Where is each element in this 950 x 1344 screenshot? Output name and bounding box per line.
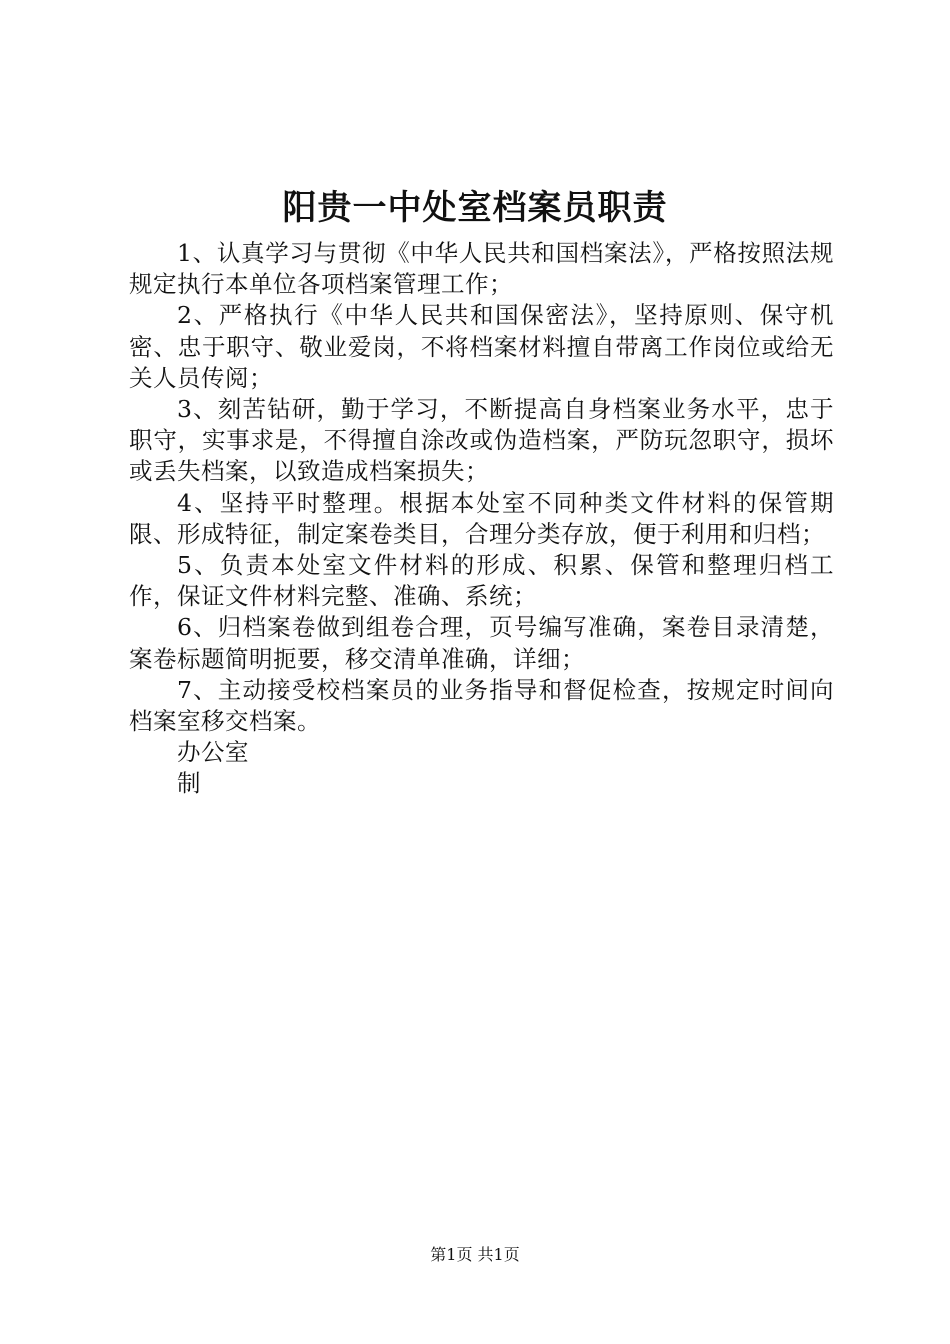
paragraph-3: 3、刻苦钻研，勤于学习，不断提高自身档案业务水平，忠于职守，实事求是，不得擅自涂改或伪造档案，严防玩忽职守，损坏或丢失档案，以致造成档案损失； xyxy=(129,395,834,486)
signature-office: 办公室 xyxy=(177,738,249,767)
paragraph-5: 5、负责本处室文件材料的形成、积累、保管和整理归档工作，保证文件材料完整、准确、系统； xyxy=(129,551,834,611)
document-body xyxy=(129,238,834,800)
paragraph-6: 6、归档案卷做到组卷合理，页号编写准确，案卷目录清楚，案卷标题简明扼要，移交清单准确，详细； xyxy=(129,613,834,673)
paragraph-7: 7、主动接受校档案员的业务指导和督促检查，按规定时间向档案室移交档案。 xyxy=(129,675,834,736)
document-title: 阳贵一中处室档案员职责 xyxy=(282,188,668,228)
paragraph-1: 1、认真学习与贯彻《中华人民共和国档案法》，严格按照法规规定执行本单位各项档案管理工作； xyxy=(129,239,834,299)
signature-made: 制 xyxy=(177,769,201,798)
page-number: 第1页 共1页 xyxy=(430,1245,520,1264)
paragraph-2: 2、严格执行《中华人民共和国保密法》，坚持原则、保守机密、忠于职守、敬业爱岗，不将档案材料擅自带离工作岗位或给无关人员传阅； xyxy=(129,301,834,392)
paragraph-4: 4、坚持平时整理。根据本处室不同种类文件材料的保管期限、形成特征，制定案卷类目，合理分类存放，便于利用和归档； xyxy=(129,488,834,548)
